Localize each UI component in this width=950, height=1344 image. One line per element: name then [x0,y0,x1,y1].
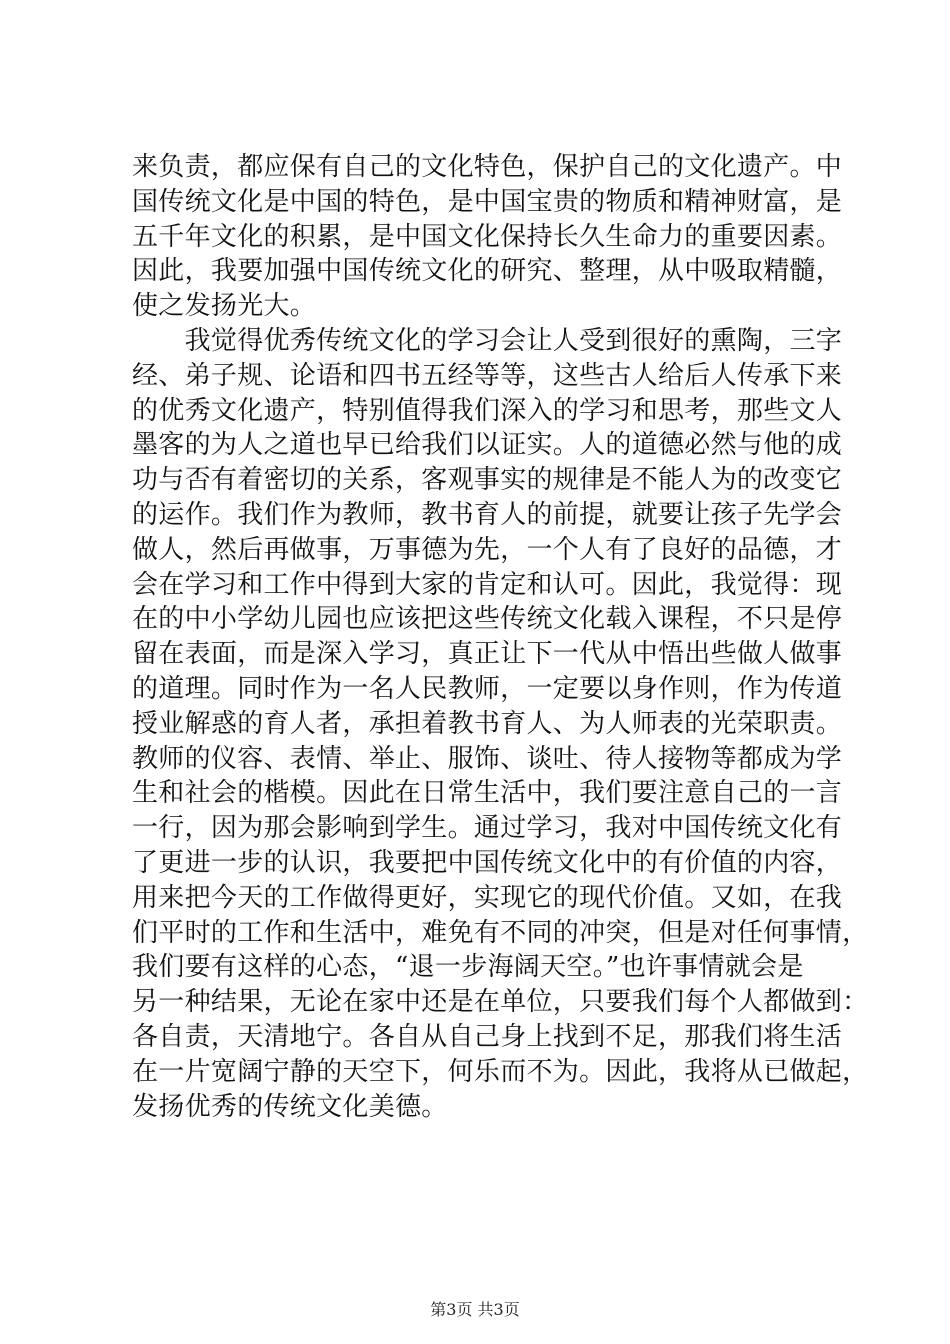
text-line: 在一片宽阔宁静的天空下，何乐而不为。因此，我将从已做起， [132,1056,869,1087]
text-line: 的道理。同时作为一名人民教师，一定要以身作则，作为传道 [132,673,843,704]
text-line: 我觉得优秀传统文化的学习会让人受到很好的熏陶，三字 [132,325,843,356]
text-line: 的运作。我们作为教师，教书育人的前提，就要让孩子先学会 [132,499,843,530]
text-line: 各自责，天清地宁。各自从自己身上找到不足，那我们将生活 [132,1021,843,1052]
text-line: 另一种结果，无论在家中还是在单位，只要我们每个人都做到： [132,987,869,1018]
text-line: 的优秀文化遗产，特别值得我们深入的学习和思考，那些文人 [132,395,843,426]
text-line: 授业解惑的育人者，承担着教书育人、为人师表的光荣职责。 [132,708,843,739]
text-line: 我们要有这样的心态，“退一步海阔天空。”也许事情就会是 [132,952,804,983]
text-line: 用来把今天的工作做得更好，实现它的现代价值。又如，在我 [132,882,843,913]
text-line: 国传统文化是中国的特色，是中国宝贵的物质和精神财富，是 [132,186,843,217]
text-line: 教师的仪容、表情、举止、服饰、谈吐、待人接物等都成为学 [132,743,843,774]
text-line: 生和社会的楷模。因此在日常生活中，我们要注意自己的一言 [132,778,843,809]
text-line: 经、弟子规、论语和四书五经等等，这些古人给后人传承下来 [132,360,843,391]
text-line: 在的中小学幼儿园也应该把这些传统文化载入课程，不只是停 [132,604,843,635]
text-line: 五千年文化的积累，是中国文化保持长久生命力的重要因素。 [132,221,843,252]
text-line: 因此，我要加强中国传统文化的研究、整理，从中吸取精髓， [132,256,843,287]
text-line: 使之发扬光大。 [132,291,317,322]
text-line: 功与否有着密切的关系，客观事实的规律是不能人为的改变它 [132,465,843,496]
text-line: 会在学习和工作中得到大家的肯定和认可。因此，我觉得：现 [132,569,843,600]
text-line: 做人，然后再做事，万事德为先，一个人有了良好的品德，才 [132,534,843,565]
text-line: 一行，因为那会影响到学生。通过学习，我对中国传统文化有 [132,813,843,844]
text-line: 墨客的为人之道也早已给我们以证实。人的道德必然与他的成 [132,430,843,461]
text-line: 发扬优秀的传统文化美德。 [132,1091,448,1122]
document-body [132,150,869,1124]
text-line: 留在表面，而是深入学习，真正让下一代从中悟出些做人做事 [132,639,843,670]
text-line: 们平时的工作和生活中，难免有不同的冲突，但是对任何事情， [132,917,869,948]
text-line: 了更进一步的认识，我要把中国传统文化中的有价值的内容， [132,847,843,878]
page-number-footer: 第3页 共3页 [430,1300,520,1319]
text-line: 来负责，都应保有自己的文化特色，保护自己的文化遗产。中 [132,152,843,182]
